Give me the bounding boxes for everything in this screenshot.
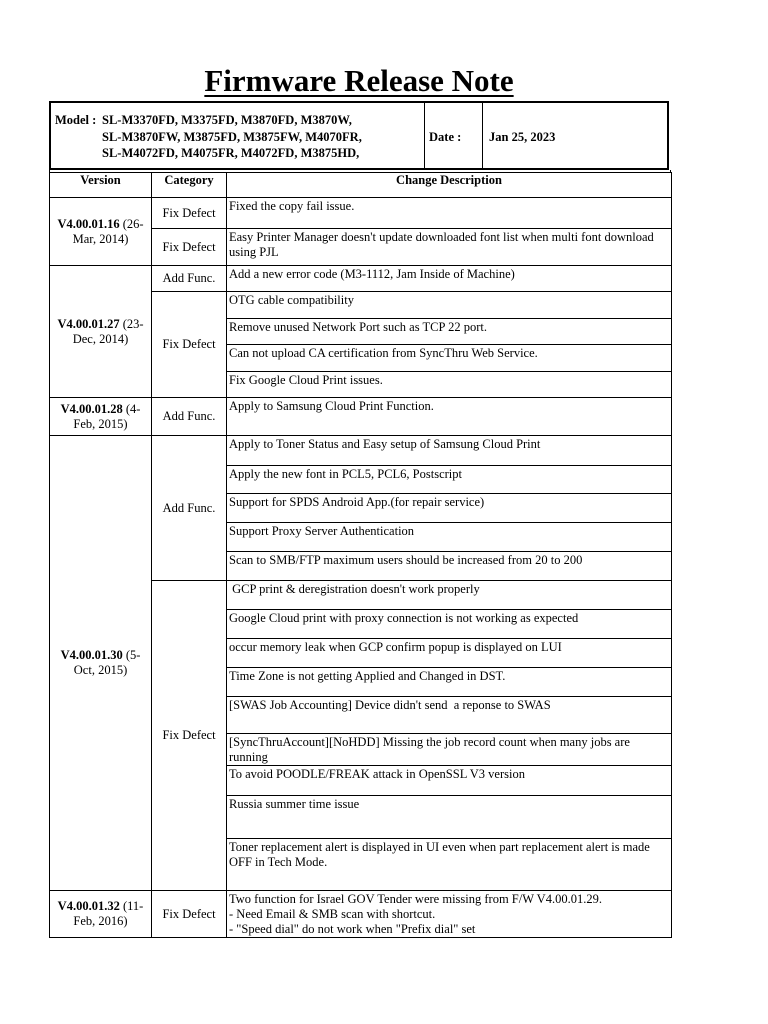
change-description: [SyncThruAccount][NoHDD] Missing the job record count when many jobs are running: [227, 734, 672, 766]
change-description: Easy Printer Manager doesn't update downloaded font list when multi font download using PJL: [227, 229, 672, 266]
change-description: Time Zone is not getting Applied and Changed in DST.: [227, 668, 672, 697]
change-description: Russia summer time issue: [227, 796, 672, 839]
release-table-body: [50, 198, 672, 938]
version-date: (23-Dec, 2014): [72, 316, 144, 346]
model-line: SL-M3870FW, M3875FD, M3875FW, M4070FR,: [102, 129, 362, 144]
change-description: Toner replacement alert is displayed in UI even when part replacement alert is made OFF in Tech Mode.: [227, 839, 672, 891]
version-cell: [50, 891, 152, 938]
table-row: [50, 266, 672, 292]
version-number: V4.00.01.27: [57, 316, 120, 331]
date-label: Date :: [425, 103, 483, 168]
version-number: V4.00.01.32: [57, 899, 120, 913]
change-description: Fixed the copy fail issue.: [227, 198, 672, 229]
page-title: Firmware Release Note: [204, 63, 514, 98]
category-cell: Add Func.: [152, 436, 227, 581]
table-row: [50, 891, 672, 938]
change-description: Fix Google Cloud Print issues.: [227, 372, 672, 398]
version-date: (11-Feb, 2016): [73, 899, 144, 928]
table-row: [50, 398, 672, 436]
version-cell: [50, 398, 152, 436]
change-description: To avoid POODLE/FREAK attack in OpenSSL V3 version: [227, 766, 672, 796]
version-number: V4.00.01.16: [57, 216, 120, 231]
change-description: GCP print & deregistration doesn't work properly: [227, 581, 672, 610]
change-description: OTG cable compatibility: [227, 292, 672, 319]
change-description: [SWAS Job Accounting] Device didn't send a reponse to SWAS: [227, 697, 672, 734]
category-cell: Add Func.: [152, 266, 227, 292]
category-cell: Fix Defect: [152, 198, 227, 229]
version-number: V4.00.01.30: [60, 648, 123, 662]
change-description: occur memory leak when GCP confirm popup is displayed on LUI: [227, 639, 672, 668]
version-date: (4-Feb, 2015): [73, 401, 141, 431]
table-row: [50, 436, 672, 466]
release-table: [49, 172, 672, 938]
category-cell: Fix Defect: [152, 891, 227, 938]
version-date: (5-Oct, 2015): [73, 648, 141, 677]
version-number: V4.00.01.28: [60, 401, 123, 416]
category-cell: Fix Defect: [152, 581, 227, 891]
change-description: Support for SPDS Android App.(for repair service): [227, 494, 672, 523]
model-line: SL-M3370FD, M3375FD, M3870FD, M3870W,: [102, 113, 352, 127]
change-description: Add a new error code (M3-1112, Jam Inside of Machine): [227, 266, 672, 292]
change-description: Apply to Toner Status and Easy setup of Samsung Cloud Print: [227, 436, 672, 466]
version-cell: [50, 266, 152, 398]
category-cell: Add Func.: [152, 398, 227, 436]
version-cell: [50, 436, 152, 891]
model-line: SL-M4072FD, M4075FR, M4072FD, M3875HD,: [102, 146, 360, 160]
change-description: Apply to Samsung Cloud Print Function.: [227, 398, 672, 436]
column-header-description: Change Description: [227, 173, 672, 198]
column-header-version: Version: [50, 173, 152, 198]
change-description: Support Proxy Server Authentication: [227, 523, 672, 552]
header-box: [49, 101, 669, 170]
category-cell: Fix Defect: [152, 292, 227, 398]
table-header-row: [50, 173, 672, 198]
date-value: Jan 25, 2023: [489, 130, 556, 144]
change-description: Apply the new font in PCL5, PCL6, Postscript: [227, 466, 672, 494]
change-description: Can not upload CA certification from SyncThru Web Service.: [227, 345, 672, 372]
change-description: Two function for Israel GOV Tender were missing from F/W V4.00.01.29. - Need Email & SMB scan with shortcut. - "Speed dial" do not work when "Prefix dial" set: [227, 891, 672, 938]
change-description: Google Cloud print with proxy connection is not working as expected: [227, 610, 672, 639]
change-description: Remove unused Network Port such as TCP 22 port.: [227, 319, 672, 345]
change-description: Scan to SMB/FTP maximum users should be increased from 20 to 200: [227, 552, 672, 581]
version-date: (26-Mar, 2014): [72, 216, 144, 246]
model-cell: [51, 103, 425, 168]
model-label: Model :: [55, 113, 97, 127]
column-header-category: Category: [152, 173, 227, 198]
version-cell: [50, 198, 152, 266]
table-row: [50, 198, 672, 229]
category-cell: Fix Defect: [152, 229, 227, 266]
